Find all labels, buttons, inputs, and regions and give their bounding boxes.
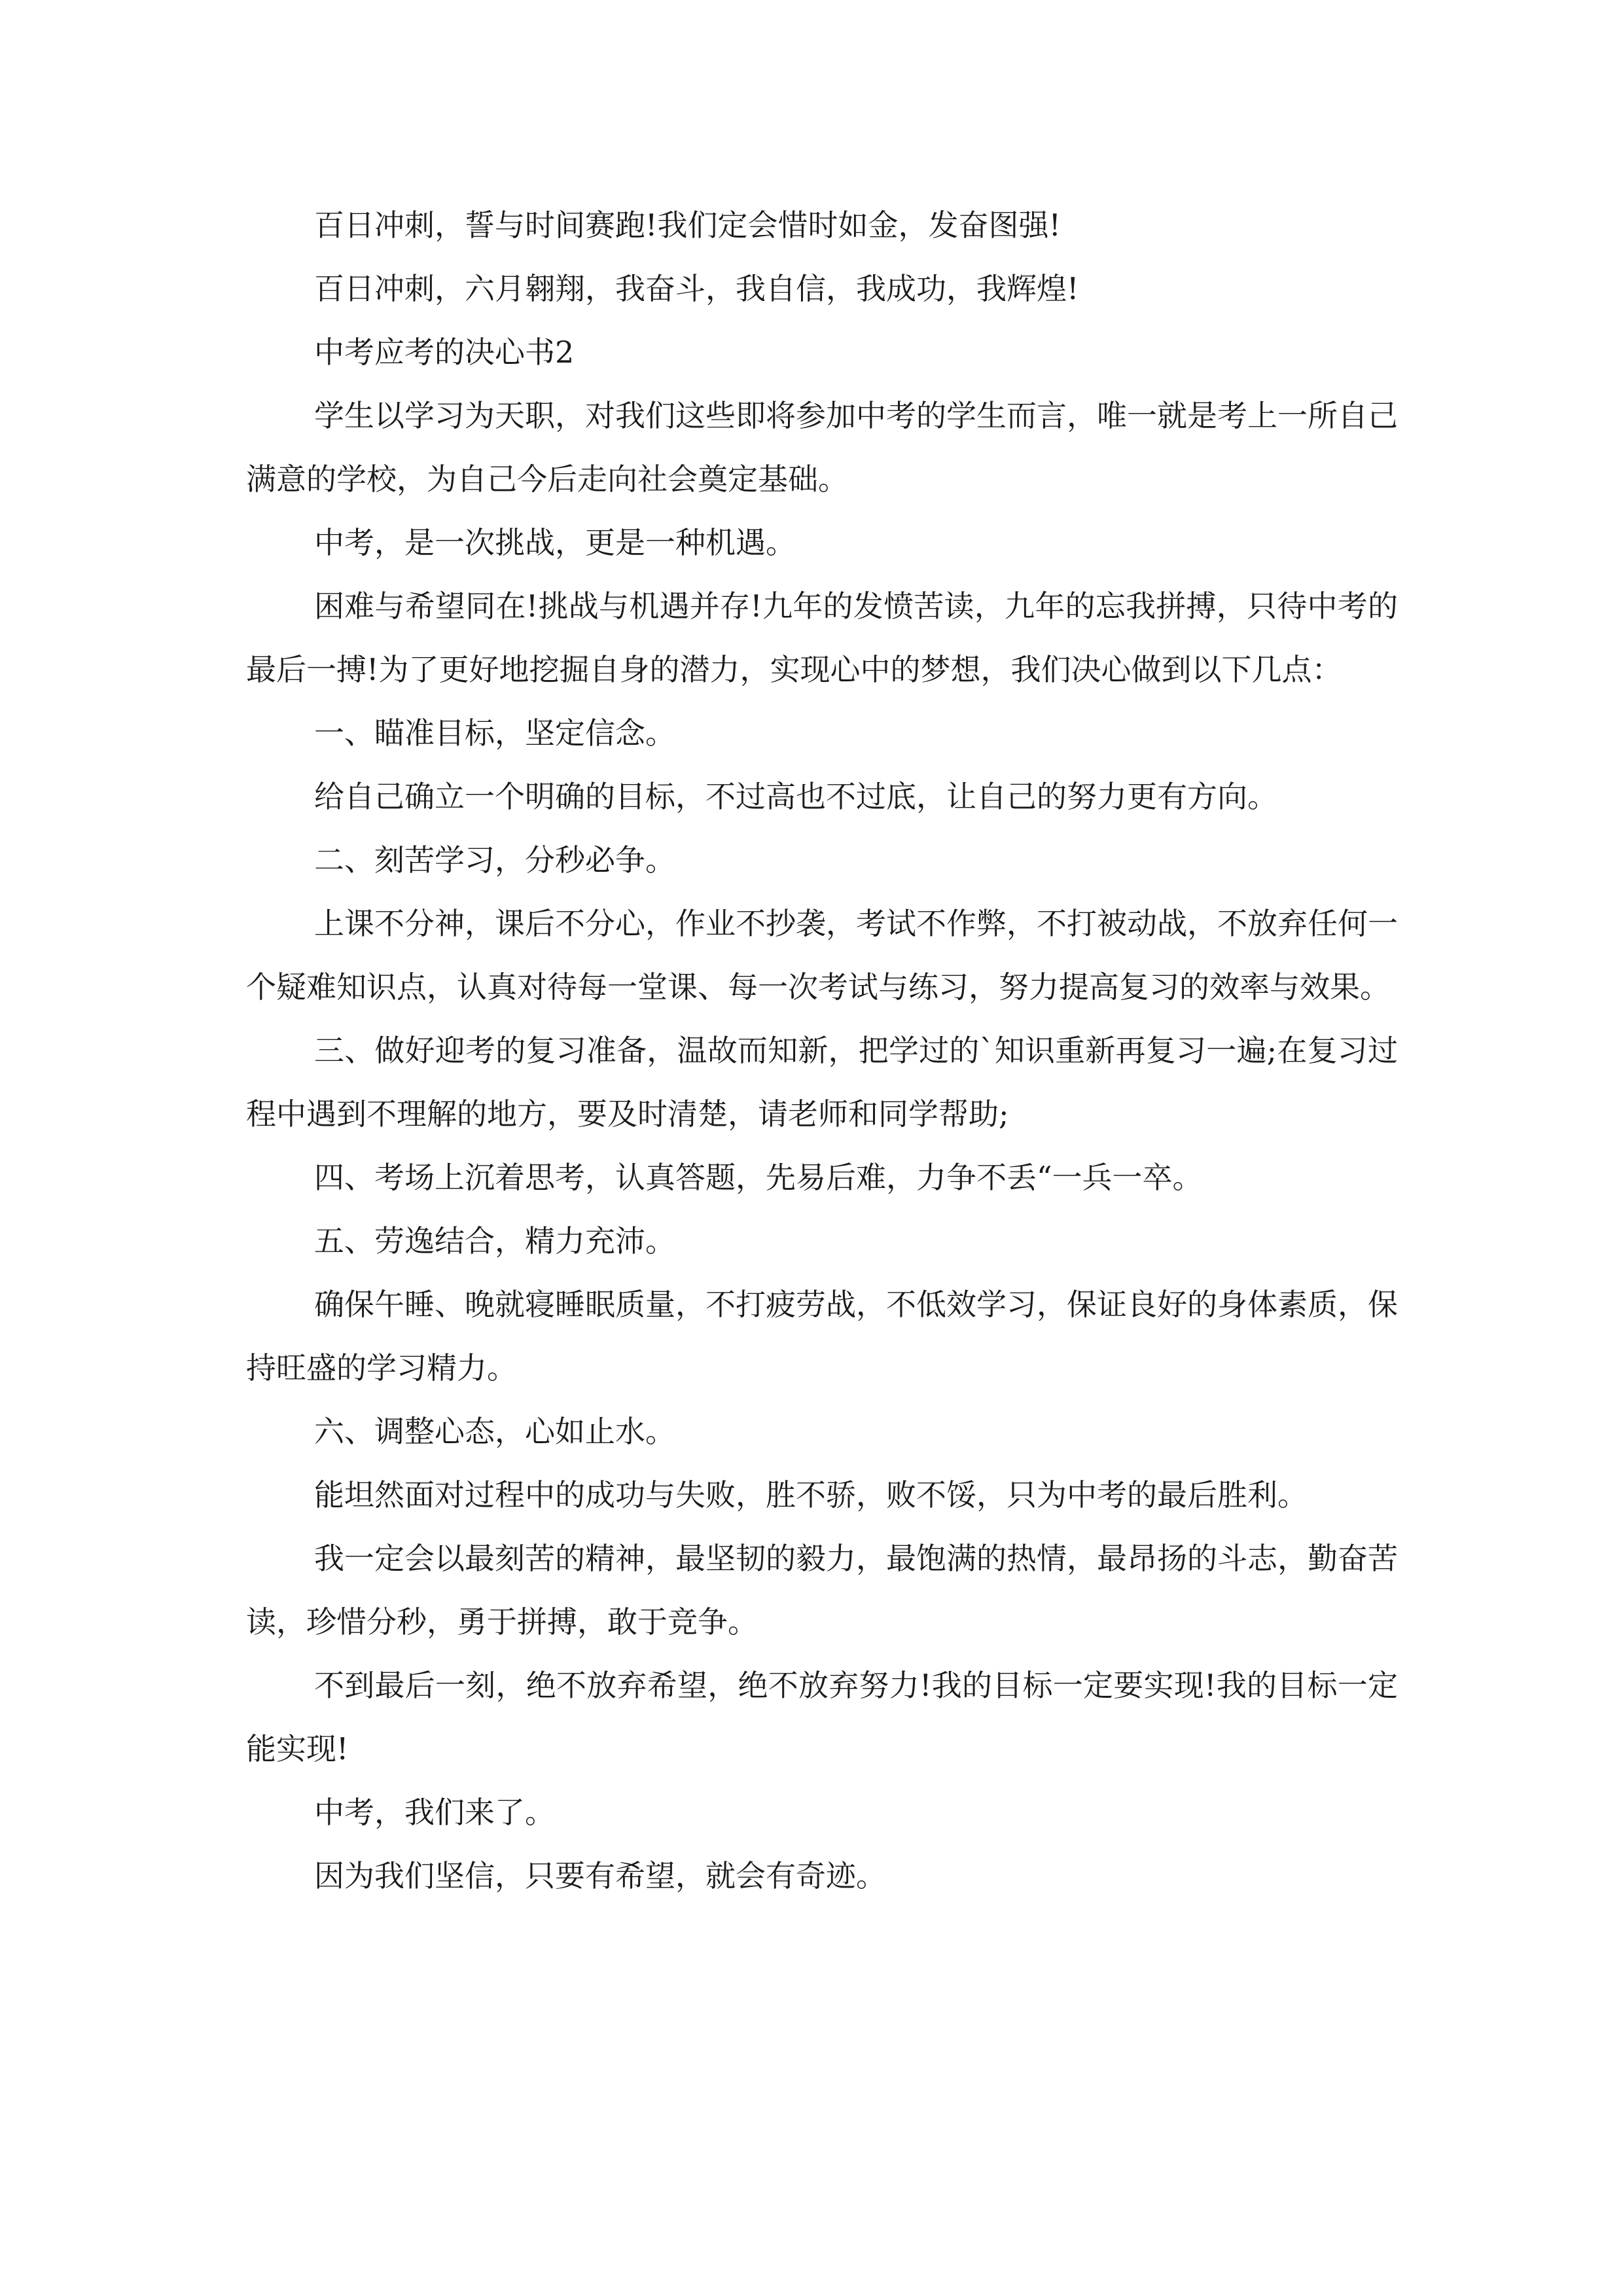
paragraph: 不到最后一刻，绝不放弃希望，绝不放弃努力!我的目标一定要实现!我的目标一定能实现!	[246, 1668, 1398, 1767]
paragraph: 我一定会以最刻苦的精神，最坚韧的毅力，最饱满的热情，最昂扬的斗志，勤奋苦读，珍惜分秒，勇于拼搏，敢于竞争。	[246, 1541, 1398, 1640]
list-heading: 三、做好迎考的复习准备，温故而知新，把学过的`知识重新再复习一遍;在复习过程中遇到不理解的地方，要及时清楚，请老师和同学帮助;	[246, 1033, 1398, 1132]
paragraph: 确保午睡、晚就寝睡眠质量，不打疲劳战，不低效学习，保证良好的身体素质，保持旺盛的学习精力。	[246, 1287, 1398, 1386]
paragraph: 百日冲刺，六月翱翔，我奋斗，我自信，我成功，我辉煌!	[314, 271, 1079, 306]
paragraph: 因为我们坚信，只要有希望，就会有奇迹。	[314, 1858, 886, 1893]
document-body	[246, 194, 1398, 1908]
paragraph: 学生以学习为天职，对我们这些即将参加中考的学生而言，唯一就是考上一所自己满意的学校，为自己今后走向社会奠定基础。	[246, 398, 1398, 497]
list-heading: 一、瞄准目标，坚定信念。	[314, 715, 675, 751]
list-heading: 四、考场上沉着思考，认真答题，先易后难，力争不丢“一兵一卒。	[314, 1160, 1203, 1195]
paragraph: 中考，是一次挑战，更是一种机遇。	[314, 525, 796, 560]
list-heading: 二、刻苦学习，分秒必争。	[314, 842, 675, 878]
paragraph: 上课不分神，课后不分心，作业不抄袭，考试不作弊，不打被动战，不放弃任何一个疑难知识点，认真对待每一堂课、每一次考试与练习，努力提高复习的效率与效果。	[246, 906, 1398, 1005]
list-heading: 五、劳逸结合，精力充沛。	[314, 1223, 675, 1259]
paragraph: 困难与希望同在!挑战与机遇并存!九年的发愤苦读，九年的忘我拼搏，只待中考的最后一搏!为了更好地挖掘自身的潜力，实现心中的梦想，我们决心做到以下几点：	[246, 588, 1398, 687]
paragraph: 能坦然面对过程中的成功与失败，胜不骄，败不馁，只为中考的最后胜利。	[314, 1477, 1308, 1513]
paragraph: 中考，我们来了。	[314, 1795, 555, 1830]
paragraph: 百日冲刺，誓与时间赛跑!我们定会惜时如金，发奋图强!	[314, 207, 1061, 243]
paragraph: 给自己确立一个明确的目标，不过高也不过底，让自己的努力更有方向。	[314, 779, 1277, 814]
list-heading: 六、调整心态，心如止水。	[314, 1414, 675, 1449]
section-heading: 中考应考的决心书2	[314, 334, 575, 370]
